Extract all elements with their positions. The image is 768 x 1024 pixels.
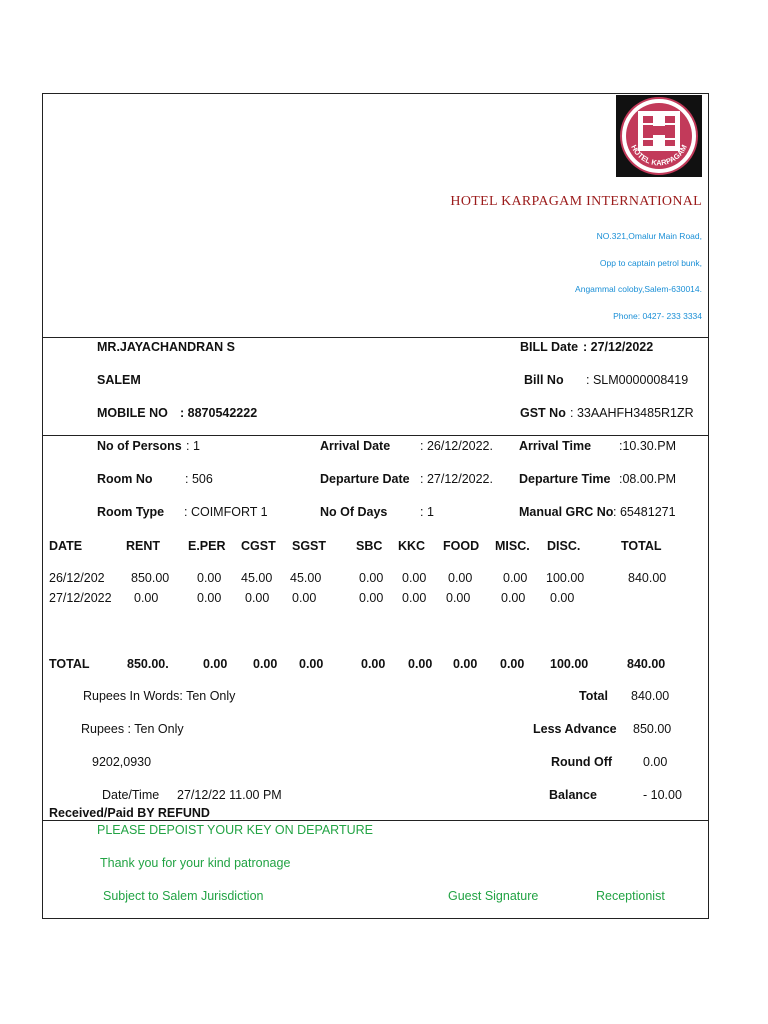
grc-label: Manual GRC No <box>519 505 614 519</box>
header-kkc: KKC <box>398 539 426 553</box>
cell-sbc: 0.00 <box>359 571 384 585</box>
total-cgst: 0.00 <box>253 657 278 671</box>
address-line-3: Angammal coloby,Salem-630014. <box>575 284 702 294</box>
cell-total: 840.00 <box>628 571 667 585</box>
persons-value: : 1 <box>186 439 200 453</box>
cell-sgst: 45.00 <box>290 571 322 585</box>
hotel-name: HOTEL KARPAGAM INTERNATIONAL <box>450 194 702 209</box>
total-kkc: 0.00 <box>408 657 433 671</box>
header-cgst: CGST <box>241 539 276 553</box>
total-summary-value: 840.00 <box>631 689 670 703</box>
bill-no-label: Bill No <box>524 373 564 387</box>
balance-label: Balance <box>549 788 597 802</box>
total-disc: 100.00 <box>550 657 589 671</box>
cell-eper: 0.00 <box>197 571 222 585</box>
total-label: TOTAL <box>49 657 90 671</box>
reference-code: 9202,0930 <box>92 755 152 769</box>
room-type-label: Room Type <box>97 505 165 519</box>
arrival-date-value: : 26/12/2022. <box>420 439 493 453</box>
total-sbc: 0.00 <box>361 657 386 671</box>
room-no-value: : 506 <box>185 472 213 486</box>
cell-cgst: 0.00 <box>245 591 270 605</box>
cell-kkc: 0.00 <box>402 591 427 605</box>
round-off-value: 0.00 <box>643 755 668 769</box>
bill-date-value: : 27/12/2022 <box>583 340 654 354</box>
departure-date-label: Departure Date <box>320 472 410 486</box>
jurisdiction-note: Subject to Salem Jurisdiction <box>103 889 264 903</box>
receptionist-label: Receptionist <box>596 889 665 903</box>
cell-date: 26/12/202 <box>49 571 105 585</box>
divider-guest <box>42 435 709 436</box>
divider-header <box>42 337 709 338</box>
rupees-line: Rupees : Ten Only <box>81 722 184 736</box>
days-label: No Of Days <box>320 505 388 519</box>
cell-date: 27/12/2022 <box>49 591 112 605</box>
persons-label: No of Persons <box>97 439 182 453</box>
total-total: 840.00 <box>627 657 666 671</box>
header-total: TOTAL <box>621 539 662 553</box>
cell-eper: 0.00 <box>197 591 222 605</box>
logo-text: HOTEL KARPAGAM <box>629 143 689 168</box>
total-misc: 0.00 <box>500 657 525 671</box>
bill-date-label: BILL Date <box>520 340 579 354</box>
gst-value: : 33AAHFH3485R1ZR <box>570 406 694 420</box>
mobile-value: : 8870542222 <box>180 406 258 420</box>
hotel-phone: Phone: 0427- 233 3334 <box>613 311 702 321</box>
guest-signature-label: Guest Signature <box>448 889 539 903</box>
total-sgst: 0.00 <box>299 657 324 671</box>
cell-disc: 100.00 <box>546 571 585 585</box>
datetime-label: Date/Time <box>102 788 160 802</box>
days-value: : 1 <box>420 505 434 519</box>
divider-footer <box>42 820 709 821</box>
gst-label: GST No <box>520 406 566 420</box>
address-line-2: Opp to captain petrol bunk, <box>599 258 702 268</box>
total-eper: 0.00 <box>203 657 228 671</box>
header-rent: RENT <box>126 539 161 553</box>
departure-time-value: :08.00.PM <box>619 472 676 486</box>
round-off-label: Round Off <box>551 755 613 769</box>
arrival-time-value: :10.30.PM <box>619 439 676 453</box>
less-advance-label: Less Advance <box>533 722 617 736</box>
bill-no-value: : SLM0000008419 <box>586 373 689 387</box>
cell-food: 0.00 <box>446 591 471 605</box>
cell-disc: 0.00 <box>550 591 575 605</box>
cell-food: 0.00 <box>448 571 473 585</box>
key-deposit-note: PLEASE DEPOIST YOUR KEY ON DEPARTURE <box>97 823 374 837</box>
header-sgst: SGST <box>292 539 327 553</box>
datetime-value: 27/12/22 11.00 PM <box>177 788 282 802</box>
thank-you-note: Thank you for your kind patronage <box>100 856 291 870</box>
room-no-label: Room No <box>97 472 153 486</box>
departure-date-value: : 27/12/2022. <box>420 472 493 486</box>
mobile-label: MOBILE NO <box>97 406 168 420</box>
departure-time-label: Departure Time <box>519 472 611 486</box>
cell-sgst: 0.00 <box>292 591 317 605</box>
header-disc: DISC. <box>547 539 581 553</box>
total-summary-label: Total <box>579 689 608 703</box>
guest-city: SALEM <box>97 373 141 387</box>
cell-misc: 0.00 <box>503 571 528 585</box>
hotel-logo <box>616 95 702 177</box>
header-date: DATE <box>49 539 83 553</box>
less-advance-value: 850.00 <box>633 722 672 736</box>
cell-kkc: 0.00 <box>402 571 427 585</box>
room-type-value: : COIMFORT 1 <box>184 505 268 519</box>
header-misc: MISC. <box>495 539 530 553</box>
grc-value: : 65481271 <box>613 505 676 519</box>
guest-name: MR.JAYACHANDRAN S <box>97 340 235 354</box>
arrival-time-label: Arrival Time <box>519 439 592 453</box>
cell-misc: 0.00 <box>501 591 526 605</box>
cell-rent: 0.00 <box>134 591 159 605</box>
header-eper: E.PER <box>188 539 226 553</box>
rupees-in-words: Rupees In Words: Ten Only <box>83 689 236 703</box>
cell-sbc: 0.00 <box>359 591 384 605</box>
balance-value: - 10.00 <box>643 788 682 802</box>
header-sbc: SBC <box>356 539 383 553</box>
total-rent: 850.00. <box>127 657 169 671</box>
total-food: 0.00 <box>453 657 478 671</box>
arrival-date-label: Arrival Date <box>320 439 391 453</box>
address-line-1: NO.321,Omalur Main Road, <box>596 231 702 241</box>
cell-rent: 850.00 <box>131 571 170 585</box>
cell-cgst: 45.00 <box>241 571 273 585</box>
received-paid: Received/Paid BY REFUND <box>49 806 210 820</box>
header-food: FOOD <box>443 539 480 553</box>
